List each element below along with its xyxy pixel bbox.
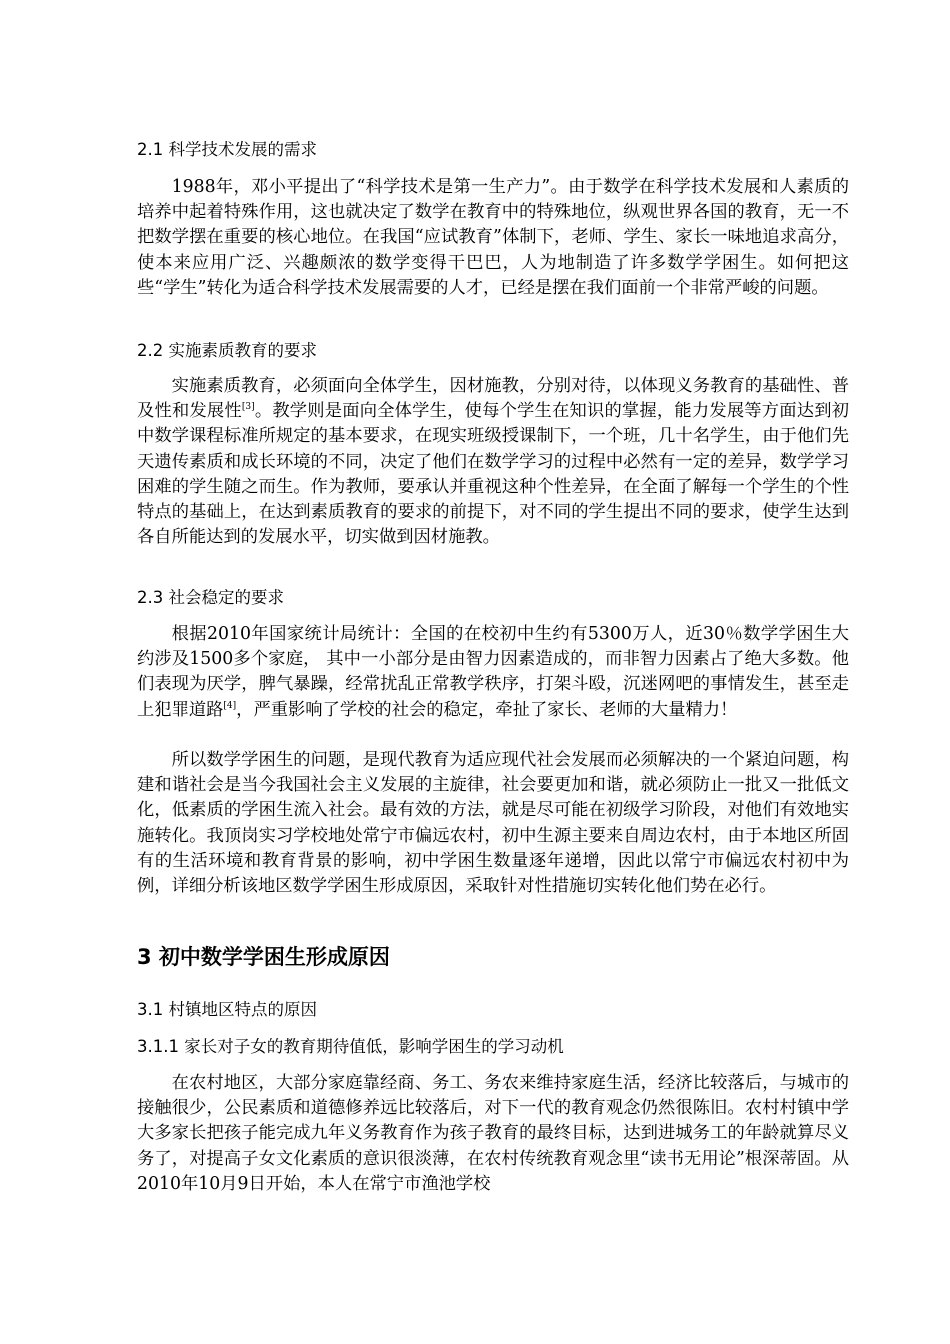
paragraph-2-2: [137, 374, 849, 550]
section-heading-2-3: 2.3 社会稳定的要求: [137, 588, 284, 607]
paragraph-2-3-text-a: 根据2010年国家统计局统计：全国的在校初中生约有5300万人，近30％数学学困生大约涉及1500多个家庭， 其中一小部分是由智力因素造成的，而非智力因素占了绝大多数。他们表现为厌学，脾气暴躁，经常扰乱正常教学秩序，打架斗殴，沉迷网吧的事情发生，甚至走上犯罪道路: [137, 624, 849, 720]
paragraph-2-3-a: [137, 622, 849, 723]
paragraph-2-2-text-a: 实施素质教育，必须面向全体学生，因材施教，分别对待，以体现义务教育的基础性、普及性和发展性: [137, 376, 849, 422]
section-heading-2-2: 2.2 实施素质教育的要求: [137, 341, 317, 360]
paragraph-2-2-text-b: 。教学则是面向全体学生，使每个学生在知识的掌握，能力发展等方面达到初中数学课程标准所规定的基本要求，在现实班级授课制下，一个班，几十名学生，由于他们先天遗传素质和成长环境的不同，决定了他们在数学学习的过程中必然有一定的差异，数学学习困难的学生随之而生。作为教师，要承认并重视这种个性差异，在全面了解每一个学生的个性特点的基础上，在达到素质教育的要求的前提下，对不同的学生提出不同的要求，使学生达到各自所能达到的发展水平，切实做到因材施教。: [137, 401, 849, 548]
paragraph-3-1-1: 在农村地区，大部分家庭靠经商、务工、务农来维持家庭生活，经济比较落后，与城市的接触很少，公民素质和道德修养远比较落后，对下一代的教育观念仍然很陈旧。农村村镇中学大多家长把孩子能完成九年义务教育作为孩子教育的最终目标，达到进城务工的年龄就算尽义务了，对提高子女文化素质的意识很淡薄，在农村传统教育观念里“读书无用论”根深蒂固。从2010年10月9日开始，本人在常宁市渔池学校: [137, 1073, 849, 1194]
paragraph-2-1: 1988年，邓小平提出了“科学技术是第一生产力”。由于数学在科学技术发展和人素质的培养中起着特殊作用，这也就决定了数学在教育中的特殊地位，纵观世界各国的教育，无一不把数学摆在重要的核心地位。在我国“应试教育”体制下，老师、学生、家长一味地追求高分，使本来应用广泛、兴趣颇浓的数学变得干巴巴，人为地制造了许多数学学困生。如何把这些“学生”转化为适合科学技术发展需要的人才，已经是摆在我们面前一个非常严峻的问题。: [137, 177, 849, 298]
paragraph-2-3-text-b: ，严重影响了学校的社会的稳定，牵扯了家长、老师的大量精力！: [236, 699, 738, 720]
paragraph-2-3-b: 所以数学学困生的问题，是现代教育为适应现代社会发展而必须解决的一个紧迫问题，构建和谐社会是当今我国社会主义发展的主旋律，社会要更加和谐，就必须防止一批又一批低文化，低素质的学困生流入社会。最有效的方法，就是尽可能在初级学习阶段，对他们有效地实施转化。我顶岗实习学校地处常宁市偏远农村，初中生源主要来自周边农村，由于本地区所固有的生活环境和教育背景的影响，初中学困生数量逐年递增，因此以常宁市偏远农村初中为例，详细分析该地区数学学困生形成原因，采取针对性措施切实转化他们势在必行。: [137, 750, 849, 897]
citation-4: [4]: [223, 700, 237, 711]
chapter-heading-3: 3 初中数学学困生形成原因: [137, 945, 390, 969]
section-heading-3-1: 3.1 村镇地区特点的原因: [137, 1000, 317, 1019]
section-heading-3-1-1: 3.1.1 家长对子女的教育期待值低，影响学困生的学习动机: [137, 1037, 564, 1056]
section-heading-2-1: 2.1 科学技术发展的需求: [137, 140, 317, 159]
citation-3: [3]: [241, 402, 255, 413]
